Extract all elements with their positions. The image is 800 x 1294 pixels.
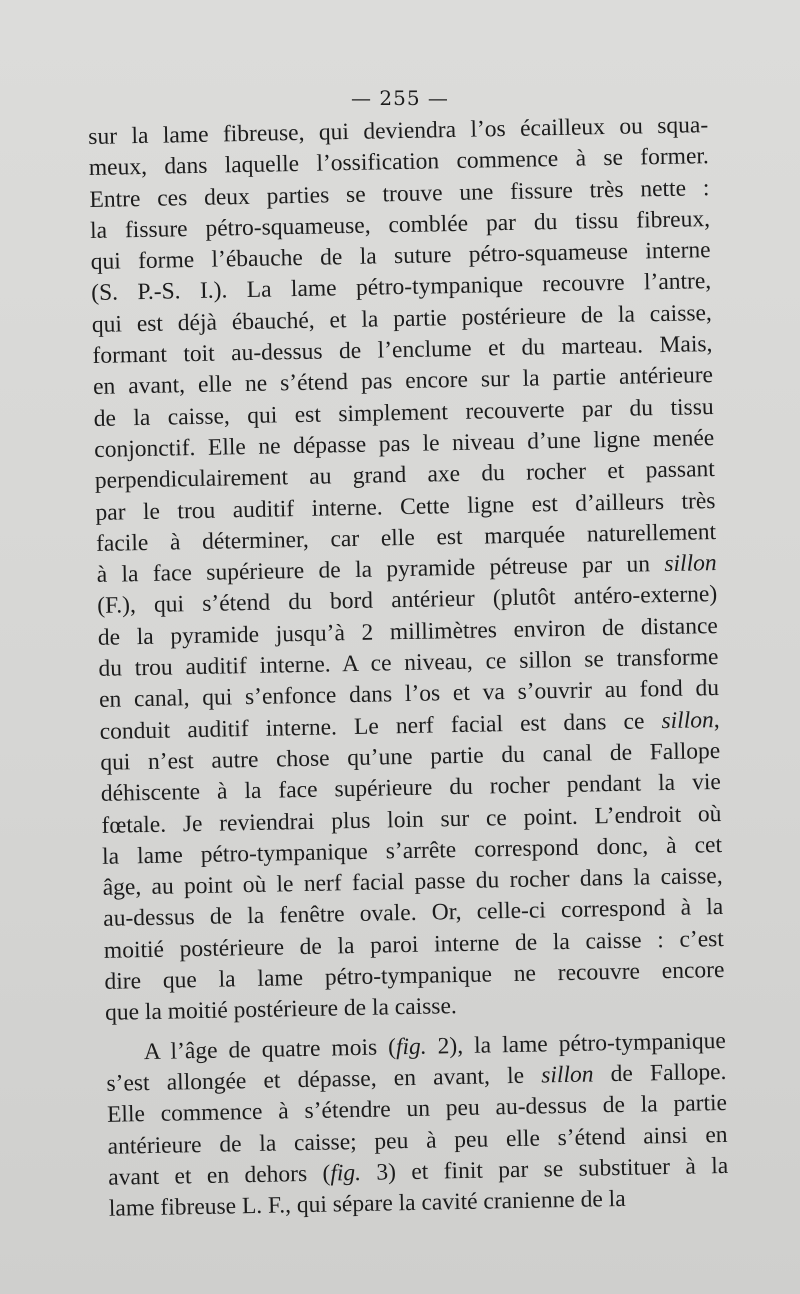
text-segment: s’est allongée et dépasse, en avant, le (106, 1062, 542, 1097)
text-segment: de la pyramide jusqu’à 2 millimètres environ de distance (97, 612, 719, 651)
text-segment: meux, dans laquelle l’ossification commence à se former. (88, 143, 710, 182)
text-segment: en avant, elle ne s’étend pas encore sur la partie antérieure (92, 362, 714, 401)
text-segment: en canal, qui s’enfonce dans l’os et va s’ouvrir au fond du (98, 675, 720, 714)
text-segment: A l’âge de quatre mois ( (143, 1033, 397, 1065)
text-segment: par le trou auditif interne. Cette ligne est d’ailleurs très (95, 487, 716, 526)
text-segment: la lame pétro-tympanique s’arrête correspond donc, à cet (101, 831, 723, 870)
text-segment: facile à déterminer, car elle est marquée naturellement (95, 518, 717, 557)
text-segment: qui est déjà ébauché, et la partie postérieure de la caisse, (91, 299, 713, 338)
text-segment: avant et en dehors ( (108, 1160, 331, 1191)
body-text (88, 110, 729, 1225)
italic-text: sillon (540, 1061, 594, 1089)
page-number: — 255 — (351, 86, 449, 110)
text-segment: Entre ces deux parties se trouve une fissure très nette : (89, 174, 710, 213)
text-segment: conduit auditif interne. Le nerf facial est dans ce (99, 707, 662, 745)
text-segment: du trou auditif interne. A ce niveau, ce sillon se transforme (98, 644, 719, 682)
text-segment: à la face supérieure de la pyramide pétreuse par un (96, 551, 665, 589)
text-segment: fœtale. Je reviendrai plus loin sur ce point. L’endroit où (101, 800, 722, 839)
text-segment: qui forme l’ébauche de la suture pétro-squameuse interne (90, 237, 711, 276)
text-segment: antérieure de la caisse; peu à peu elle s’étend ainsi en (107, 1121, 728, 1160)
text-segment: (S. P.-S. I.). La lame pétro-tympanique recouvre l’antre, (91, 268, 712, 307)
italic-text: sillon (661, 706, 714, 734)
text-segment: Elle commence à s’étendre un peu au-dessus de la partie (106, 1090, 728, 1129)
italic-text: fig. (395, 1033, 427, 1060)
text-segment: 3) et finit par se substituer à la (360, 1152, 729, 1186)
text-segment: formant toit au-dessus de l’enclume et du marteau. Mais, (92, 331, 713, 370)
text-segment: déhiscente à la face supérieure du rocher pendant la vie (100, 769, 722, 808)
text-segment: de Fallope. (593, 1058, 727, 1088)
text-segment: conjonctif. Elle ne dépasse pas le niveau d’une ligne menée (94, 425, 715, 463)
text-segment: , (713, 706, 720, 733)
text-segment: moitié postérieure de la paroi interne de la caisse : c’est (103, 925, 725, 964)
text-segment: que la moitié postérieure de la caisse. (104, 993, 458, 1027)
paragraph (106, 1026, 729, 1226)
text-segment: lame fibreuse L. F., qui sépare la cavité cranienne de la (108, 1185, 626, 1222)
text-segment: dire que la lame pétro-tympanique ne recouvre encore (104, 956, 725, 995)
italic-text: sillon (664, 550, 717, 578)
paragraph (88, 110, 725, 1029)
text-segment: sur la lame fibreuse, qui deviendra l’os écailleux ou squa- (88, 112, 709, 150)
text-segment: la fissure pétro-squameuse, comblée par du tissu fibreux, (89, 205, 711, 244)
text-segment: 2), la lame pétro-tympanique (426, 1027, 727, 1060)
text-segment: de la caisse, qui est simplement recouverte par du tissu (93, 393, 714, 432)
text-segment: (F.), qui s’étend du bord antérieur (plutôt antéro-externe) (97, 581, 718, 620)
italic-text: fig. (330, 1159, 362, 1187)
text-segment: perpendiculairement au grand axe du rocher et passant (94, 456, 716, 495)
text-segment: au-dessus de la fenêtre ovale. Or, celle-ci correspond à la (103, 894, 724, 933)
text-segment: qui n’est autre chose qu’une partie du canal de Fallope (100, 737, 721, 776)
text-segment: âge, au point où le nerf facial passe du rocher dans la caisse, (102, 863, 723, 901)
